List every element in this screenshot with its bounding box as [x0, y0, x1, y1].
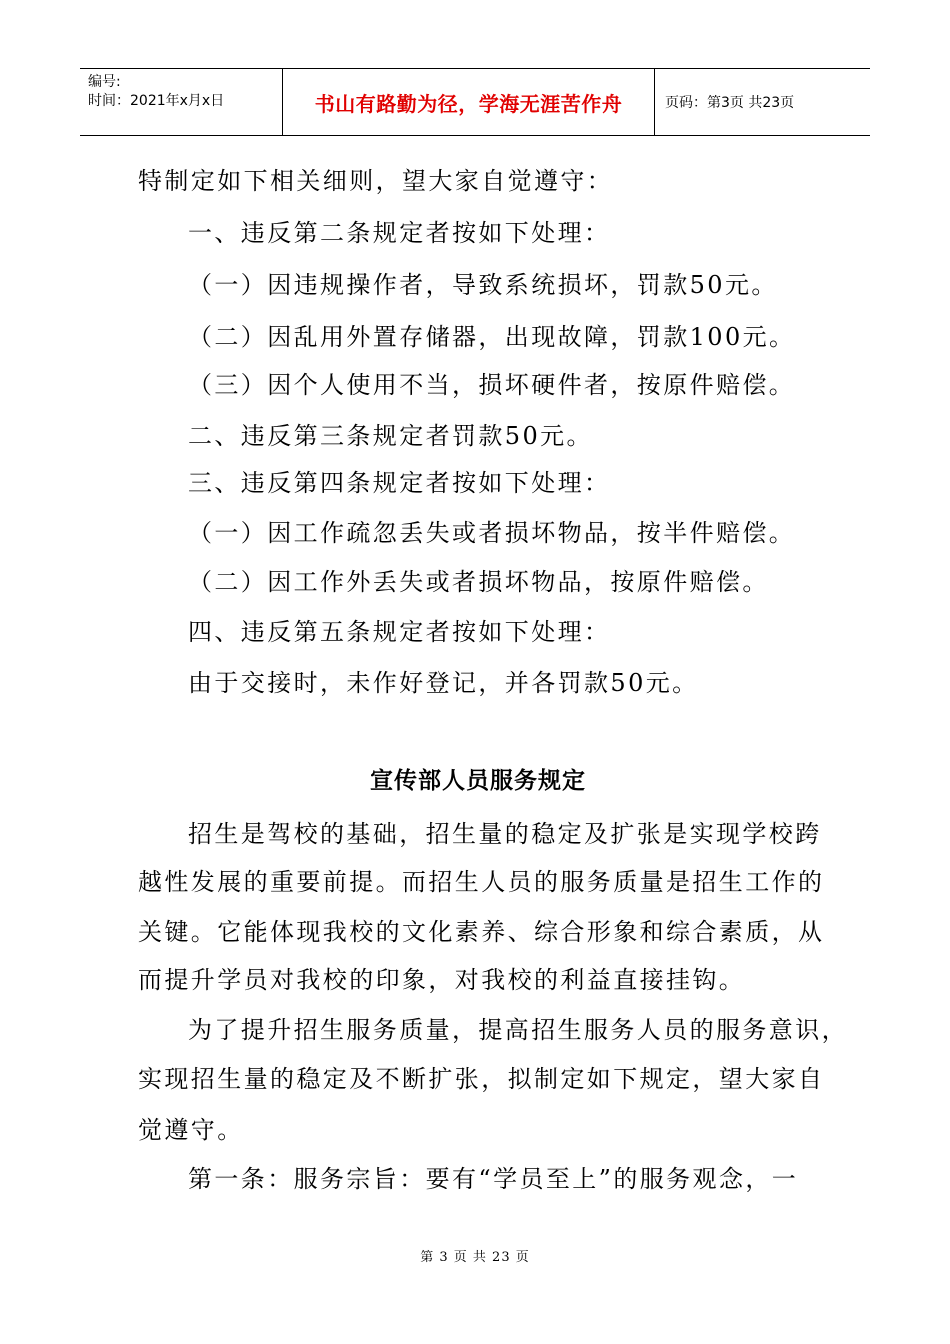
body-line: （一）因工作疏忽丢失或者损坏物品，按半件赔偿。	[188, 519, 796, 547]
body-line: 由于交接时，未作好登记，并各罚款50元。	[188, 669, 699, 697]
paragraph-line: 觉遵守。	[138, 1116, 244, 1144]
body-line: （二）因工作外丢失或者损坏物品，按原件赔偿。	[188, 568, 769, 596]
body-line: 二、违反第三条规定者罚款50元。	[188, 422, 593, 450]
paragraph-line: 为了提升招生服务质量，提高招生服务人员的服务意识，	[188, 1016, 848, 1044]
header-page-info: 页码：第3页 共23页	[665, 95, 795, 111]
page-footer: 第 3 页 共 23 页	[420, 1250, 530, 1265]
paragraph-line: 招生是驾校的基础，招生量的稳定及扩张是实现学校跨	[188, 820, 822, 848]
document-date-label: 时间：2021年x月x日	[88, 93, 225, 109]
paragraph-line: 关键。它能体现我校的文化素养、综合形象和综合素质，从	[138, 918, 825, 946]
paragraph-line: 而提升学员对我校的印象，对我校的利益直接挂钩。	[138, 966, 746, 994]
body-line: 特制定如下相关细则，望大家自觉遵守：	[138, 167, 614, 195]
body-line: 四、违反第五条规定者按如下处理：	[188, 618, 611, 646]
paragraph-line: 第一条：服务宗旨：要有“学员至上”的服务观念，一	[188, 1165, 799, 1193]
paragraph-line: 实现招生量的稳定及不断扩张，拟制定如下规定，望大家自	[138, 1065, 825, 1093]
document-number-label: 编号:	[88, 74, 121, 90]
header-meta	[80, 69, 282, 135]
section-title: 宣传部人员服务规定	[370, 768, 586, 794]
body-line: （一）因违规操作者，导致系统损坏，罚款50元。	[188, 271, 778, 299]
body-line: 一、违反第二条规定者按如下处理：	[188, 219, 611, 247]
paragraph-line: 越性发展的重要前提。而招生人员的服务质量是招生工作的	[138, 868, 825, 896]
page-header	[80, 68, 870, 136]
header-motto: 书山有路勤为径，学海无涯苦作舟	[282, 69, 655, 135]
body-line: 三、违反第四条规定者按如下处理：	[188, 469, 611, 497]
body-line: （三）因个人使用不当，损坏硬件者，按原件赔偿。	[188, 371, 796, 399]
body-line: （二）因乱用外置存储器，出现故障，罚款100元。	[188, 323, 796, 351]
